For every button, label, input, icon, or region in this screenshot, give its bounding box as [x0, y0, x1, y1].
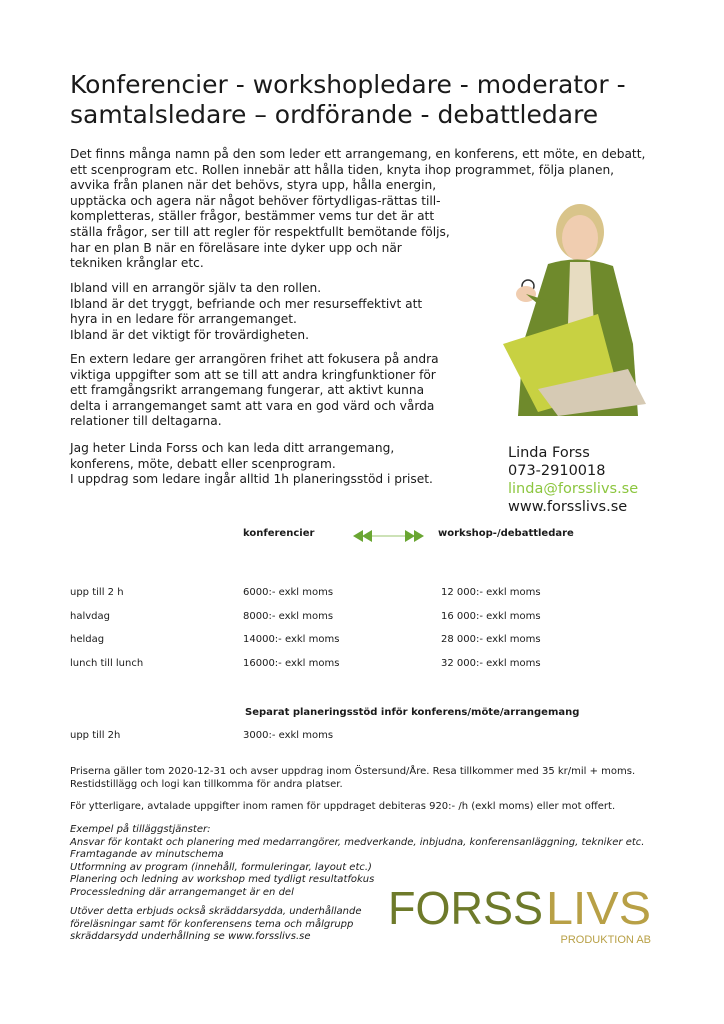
price-workshop: 32 000:- exkl moms [441, 658, 541, 669]
text-line: hyra in en ledare för arrangemanget. [70, 312, 297, 327]
price-workshop: 12 000:- exkl moms [441, 587, 541, 598]
text-line: Framtagande av minutschema [70, 849, 224, 860]
price-konferencier: 14000:- exkl moms [243, 634, 340, 645]
text-line: relationer till deltagarna. [70, 414, 222, 429]
logo-forss: FORSS [388, 882, 543, 934]
custom-offer-text [70, 906, 362, 944]
price-row-label: upp till 2 h [70, 587, 124, 598]
contact-block [508, 444, 638, 516]
price-konferencier: 8000:- exkl moms [243, 611, 334, 622]
text-line: Processledning där arrangemanget är en del [70, 886, 294, 898]
title-line-2: samtalsledare – ordförande - debattledare [70, 100, 599, 129]
text-line: Det finns många namn på den som leder ett arrangemang, en konferens, ett möte, en debatt, [70, 147, 646, 161]
contact-phone: 073-2910018 [508, 463, 606, 479]
text-line: Exempel på tilläggstjänster: [70, 824, 211, 835]
contact-email[interactable]: linda@forsslivs.se [508, 481, 639, 497]
separate-support-header: Separat planeringsstöd inför konferens/möte/arrangemang [245, 707, 580, 718]
text-line: Restidstillägg och logi kan tillkomma för andra platser. [70, 778, 343, 790]
price-workshop: 16 000:- exkl moms [441, 611, 541, 622]
extra-fee-text: För ytterligare, avtalade uppgifter inom ramen för uppdraget debiteras 920:- /h (exkl moms) eller mot offert. [70, 801, 616, 812]
price-row-label: halvdag [70, 611, 110, 622]
price-workshop: 28 000:- exkl moms [441, 634, 541, 645]
text-line: avvika från planen när det behövs, styra upp, hålla energin, [70, 178, 437, 193]
logo-livs: LIVS [546, 882, 651, 934]
about-paragraph [70, 441, 433, 488]
text-line: ett scenprogram etc. Rollen innebär att hålla tiden, knyta ihop programmet, följa planen, [70, 162, 615, 177]
separate-label: upp till 2h [70, 730, 121, 741]
text-line: Jag heter Linda Forss och kan leda ditt arrangemang, [70, 441, 395, 455]
separate-price: 3000:- exkl moms [243, 730, 334, 741]
text-line: föreläsningar samt för konferensens tema och målgrupp [70, 918, 354, 930]
text-line: har en plan B när en föreläsare inte dyker upp och när [70, 240, 402, 255]
text-line: delta i arrangemanget samt att vara en god värd och vårda [70, 398, 435, 413]
text-line: kompletteras, ställer frågor, bestämmer vems tur det är att [70, 209, 435, 224]
text-line: skräddarsydd underhållning se www.forsslivs.se [70, 931, 311, 942]
external-paragraph [70, 352, 439, 430]
text-line: viktiga uppgifter som att se till att andra kringfunktioner för [70, 367, 436, 382]
text-line: Priserna gäller tom 2020-12-31 och avser uppdrag inom Östersund/Åre. Resa tillkommer med 35 kr/mil + moms. [70, 766, 636, 777]
text-line: ställa frågor, ser till att regler för respektfullt bemötande följs, [70, 224, 450, 239]
text-line: Ibland är det viktigt för trovärdigheten. [70, 327, 310, 342]
text-line: Utöver detta erbjuds också skräddarsydda, underhållande [70, 906, 362, 917]
price-konferencier: 16000:- exkl moms [243, 658, 340, 669]
price-row-label: lunch till lunch [70, 658, 144, 669]
page-title [70, 70, 626, 130]
portrait-photo [498, 194, 648, 416]
price-konferencier: 6000:- exkl moms [243, 587, 334, 598]
col-konferencier-header: konferencier [243, 528, 315, 539]
terms-text [70, 766, 635, 791]
text-line: upptäcka och agera när något behöver förtydligas-rättas till- [70, 193, 441, 208]
price-row-label: heldag [70, 634, 105, 645]
text-line: Ibland vill en arrangör själv ta den rollen. [70, 281, 322, 295]
text-line: I uppdrag som ledare ingår alltid 1h planeringsstöd i priset. [70, 472, 433, 487]
role-paragraph [70, 281, 422, 343]
text-line: En extern ledare ger arrangören frihet att fokusera på andra [70, 352, 439, 366]
title-line-1: Konferencier - workshopledare - moderator - [70, 70, 626, 99]
text-line: tekniken krånglar etc. [70, 256, 204, 271]
text-line: Ibland är det tryggt, befriande och mer resurseffektivt att [70, 296, 423, 311]
logo-sub: PRODUKTION AB [560, 934, 651, 946]
double-arrow-icon [353, 529, 425, 543]
text-line: ett framgångsrikt arrangemang fungerar, att aktivt kunna [70, 383, 425, 398]
text-line: Ansvar för kontakt och planering med medarrangörer, medverkande, inbjudna, konferensanläggning, tekniker etc. [70, 836, 645, 848]
text-line: konferens, möte, debatt eller scenprogram. [70, 456, 336, 471]
text-line: Utformning av program (innehåll, formuleringar, layout etc.) [70, 861, 372, 873]
col-workshop-header: workshop-/debattledare [438, 528, 574, 539]
contact-name: Linda Forss [508, 445, 590, 461]
text-line: Planering och ledning av workshop med tydligt resultatfokus [70, 874, 375, 885]
contact-web[interactable]: www.forsslivs.se [508, 499, 628, 515]
forsslivs-logo [388, 880, 653, 950]
